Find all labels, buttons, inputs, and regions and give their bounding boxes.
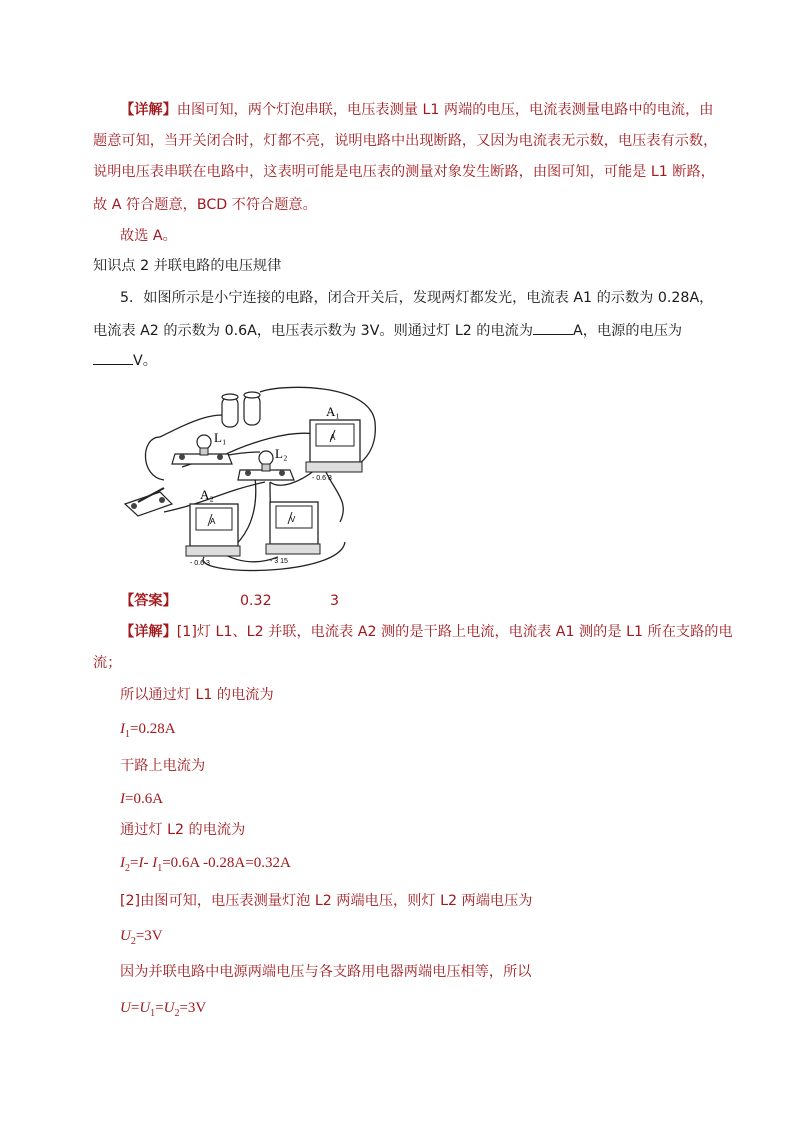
answer-blank-1 <box>533 320 573 335</box>
detail-text: 说明电压表串联在电路中，这表明可能是电压表的测量对象发生断路，由图可知，可能是 L1 断路， <box>93 164 715 180</box>
question-text-part: V。 <box>133 353 157 369</box>
equation-text: =0.28A <box>130 721 176 737</box>
answer-blank-2 <box>93 350 133 365</box>
question-text-part: A，电源的电压为 <box>573 323 683 339</box>
detail-text: 题意可知，当开关闭合时，灯都不亮，说明电路中出现断路，又因为电流表无示数，电压表有示数， <box>93 133 718 149</box>
label-a1: A₁ <box>326 404 340 419</box>
equation-i: I=0.6A <box>120 791 164 807</box>
label-a2: A₂ <box>200 487 214 502</box>
dial-a1: A <box>330 433 336 442</box>
question-text <box>93 350 157 371</box>
section-heading: 知识点 2 并联电路的电压规律 <box>93 258 282 274</box>
detail-text: 故 A 符合题意，BCD 不符合题意。 <box>93 197 317 213</box>
label-l2: L₂ <box>275 446 288 461</box>
question-text: 5．如图所示是小宁连接的电路，闭合开关后，发现两灯都发光，电流表 A1 的示数为 0.28A， <box>120 290 714 306</box>
answer-value-1: 0.32 <box>240 593 272 609</box>
dial-a2: A <box>210 517 216 526</box>
answer-value-2: 3 <box>330 593 340 609</box>
equation-text: =3V <box>179 1000 207 1016</box>
equation-i1: $I_1=0.28A$ <box>120 721 176 740</box>
equation-i2: $I_2=I-$ $I_1=0.6A$ -0.28A=0.32A <box>120 855 291 874</box>
detail-text: 所以通过灯 L1 的电流为 <box>120 687 274 703</box>
terminals-a2: - 0.6 3 <box>190 560 210 567</box>
equation-text: =3V <box>135 928 163 944</box>
voltmeter-icon <box>266 502 320 554</box>
detail-text: 因为并联电路中电源两端电压与各支路用电器两端电压相等，所以 <box>120 964 532 980</box>
detail-text: [2]由图可知，电压表测量灯泡 L2 两端电压，则灯 L2 两端电压为 <box>120 893 533 909</box>
answer-tag: 【答案】 <box>120 593 177 609</box>
label-l1: L₁ <box>214 430 227 445</box>
detail-tag: 【详解】 <box>120 102 177 118</box>
detail-text: [1]灯 L1、L2 并联，电流表 A2 测的是干路上电流，电流表 A1 测的是 L1 所在支路的电 <box>176 624 733 640</box>
detail-text: 由图可知，两个灯泡串联，电压表测量 L1 两端的电压，电流表测量电路中的电流，由 <box>176 102 714 118</box>
detail-paragraph-line <box>120 100 713 120</box>
equation-text: =0.6A <box>125 791 164 807</box>
equation-u2: $U_2=3V$ <box>120 928 163 947</box>
detail-text: 流； <box>93 655 122 671</box>
ammeter-a1-icon <box>306 420 362 472</box>
equation-text: =0.6A -0.28A=0.32A <box>162 855 291 871</box>
ammeter-a2-icon <box>186 504 240 556</box>
question-text-part: 电流表 A2 的示数为 0.6A，电压表示数为 3V。则通过灯 L2 的电流为 <box>93 323 534 339</box>
detail-text: 通过灯 L2 的电流为 <box>120 822 246 838</box>
terminals-a1: - 0.6 3 <box>312 475 332 482</box>
detail-text: 干路上电流为 <box>120 758 206 774</box>
detail-paragraph-line <box>120 622 733 642</box>
circuit-figure <box>120 382 380 580</box>
choice-text: 故选 A。 <box>120 228 177 244</box>
detail-tag: 【详解】 <box>120 624 177 640</box>
question-text <box>93 320 682 341</box>
dial-v: V <box>290 515 296 524</box>
battery-icon <box>222 392 260 427</box>
equation-u: $U=U_1=U_2=3V$ <box>120 1000 207 1019</box>
answer-line <box>120 591 177 611</box>
terminals-v: - 3 15 <box>270 558 288 565</box>
